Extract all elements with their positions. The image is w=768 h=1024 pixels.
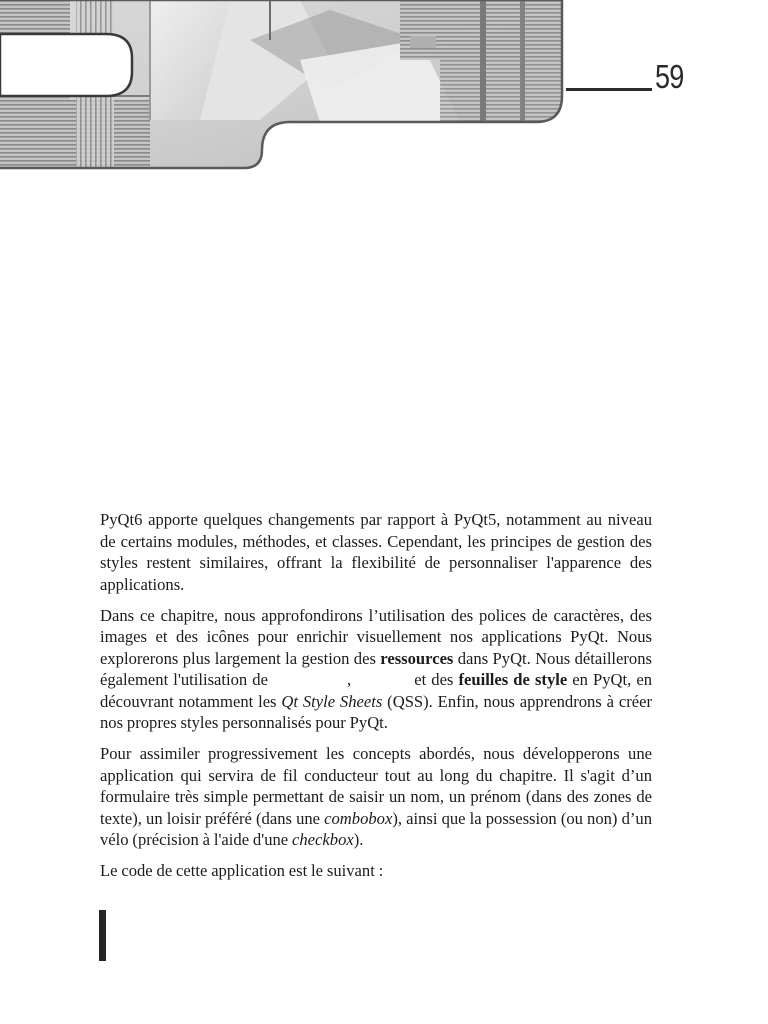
paragraph-application [100,743,652,851]
paragraph-text: dans PyQt. Nous détaillerons également l'utilisation de [100,648,652,689]
paragraph-text: en PyQt, en découvrant notamment les [100,670,652,711]
paragraph-text: Pour assimiler progressivement les concepts abordés, nous développerons une application qui servira de fil conducteur tout au long du chapitre. Il s'agit d’un formulaire très simple permettant de saisir un nom, un prénom (dans des zones de texte), un loisir préféré (dans une [100,744,652,828]
chapter-header-banner [0,0,768,180]
code-block-marker [99,910,106,961]
term-qt-style-sheets: Qt Style Sheets [281,691,383,711]
paragraph-text: ). [353,830,364,849]
paragraph-resources [100,605,652,734]
paragraph-text: (QSS). Enfin, nous apprendrons à créer nos propres styles personnalisés pour PyQt. [100,691,652,732]
paragraph-intro: PyQt6 apporte quelques changements par rapport à PyQt5, notamment au niveau de certains modules, méthodes, et classes. Cependant, les principes de gestion des styles restent similaires, offrant la flexibilité de personnaliser l'apparence des applications. [100,510,652,594]
paragraph-comma: , [347,670,352,689]
paragraph-text: et des [409,670,459,689]
paragraph-code-intro: Le code de cette application est le suivant : [100,861,384,880]
page-number: 59 [655,58,684,95]
term-ressources: ressources [380,648,454,668]
chapter-body [100,509,652,891]
term-checkbox: checkbox [292,830,354,849]
paragraph-text: Dans ce chapitre, nous approfondirons l’utilisation des polices de caractères, des images et des icônes pour enrichir visuellement nos applications PyQt. Nous explorerons plus largement la gestion des [100,605,652,668]
header-photo-illustration [0,0,768,180]
page-number-rule [566,88,652,91]
term-combobox: combobox [324,808,393,828]
paragraph-text: ), ainsi que la possession (ou non) d’un vélo (précision à l'aide d'une [100,808,652,849]
term-feuilles-de-style: feuilles de style [458,670,568,689]
